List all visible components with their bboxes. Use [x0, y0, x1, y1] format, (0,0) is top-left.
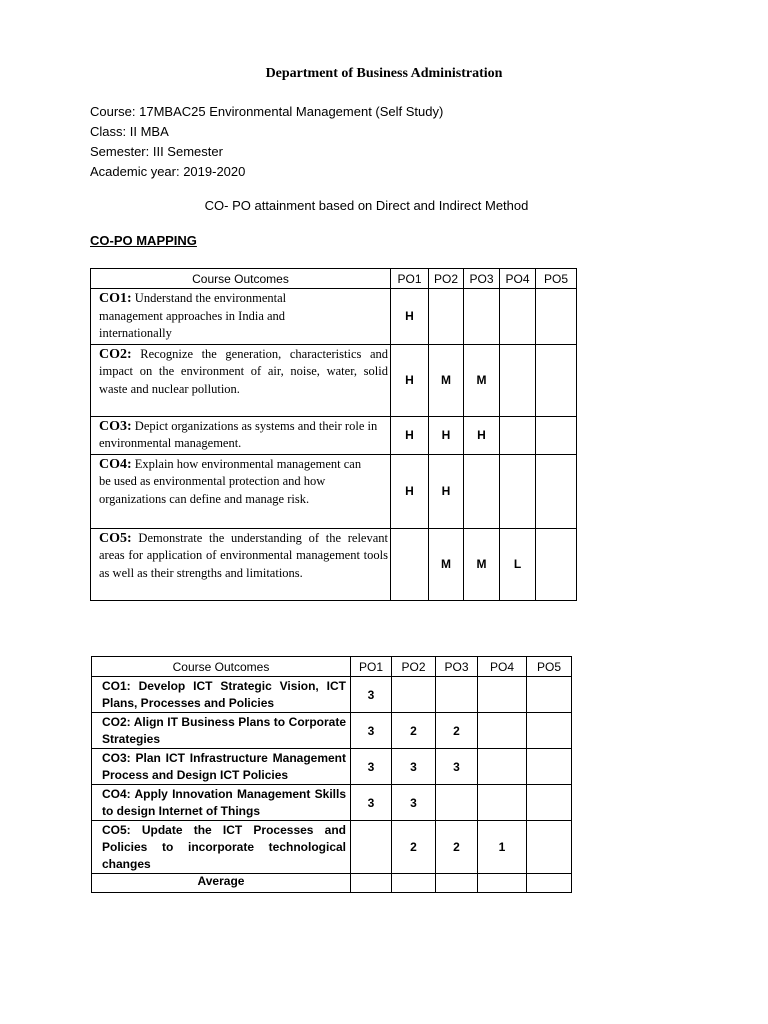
- table-row: [91, 344, 577, 416]
- column-header-po5: PO5: [536, 269, 577, 289]
- course-outcome-cell: CO4: Apply Innovation Management Skills to design Internet of Things: [92, 785, 351, 821]
- column-header-course-outcomes: Course Outcomes: [91, 269, 391, 289]
- po-cell: [536, 528, 577, 600]
- column-header-po1: PO1: [351, 657, 392, 677]
- co-label: CO3:: [99, 418, 132, 434]
- po-cell: [392, 677, 436, 713]
- co-label: CO1:: [99, 291, 132, 306]
- po-cell: M: [464, 344, 500, 416]
- course-outcome-cell: [91, 289, 391, 345]
- co-description: Demonstrate the understanding of the relevant areas for application of environmental management tools as well as their strengths and limitations.: [99, 530, 389, 580]
- po-cell: H: [391, 454, 429, 528]
- co-label: CO2:: [99, 346, 132, 362]
- column-header-po5: PO5: [527, 657, 572, 677]
- course-outcome-cell: CO2: Align IT Business Plans to Corporate Strategies: [92, 713, 351, 749]
- co-po-mapping-table: [90, 268, 577, 601]
- po-cell: [500, 454, 536, 528]
- table-row: [91, 528, 577, 600]
- co-description: Understand the environmental management approaches in India and internationally: [99, 291, 287, 340]
- po-cell: [527, 785, 572, 821]
- po-cell: 3: [392, 785, 436, 821]
- average-cell: [392, 874, 436, 893]
- po-cell: [536, 454, 577, 528]
- table-row: [92, 713, 572, 749]
- course-outcome-cell: CO5: Update the ICT Processes and Policies to incorporate technological changes: [92, 821, 351, 874]
- co-label: CO4:: [99, 456, 132, 472]
- po-cell: 3: [392, 749, 436, 785]
- po-cell: [436, 677, 478, 713]
- course-outcome-cell: [91, 416, 391, 454]
- department-title: Department of Business Administration: [265, 66, 503, 81]
- table-row: [91, 289, 577, 345]
- po-cell: [391, 528, 429, 600]
- po-cell: 2: [436, 713, 478, 749]
- table-row: [92, 821, 572, 874]
- po-cell: [536, 344, 577, 416]
- po-cell: H: [391, 416, 429, 454]
- average-row: [92, 874, 572, 893]
- column-header-po3: PO3: [464, 269, 500, 289]
- po-cell: M: [429, 528, 464, 600]
- column-header-po2: PO2: [392, 657, 436, 677]
- average-cell: [527, 874, 572, 893]
- po-cell: H: [429, 416, 464, 454]
- class-line: Class: II MBA: [90, 124, 169, 139]
- course-outcome-cell: [91, 528, 391, 600]
- po-cell: 3: [351, 749, 392, 785]
- po-cell: [500, 289, 536, 345]
- co-description: Depict organizations as systems and their role in environmental management.: [99, 418, 378, 450]
- table-row: [91, 454, 577, 528]
- academic-year-line: Academic year: 2019-2020: [90, 164, 246, 179]
- table-header-row: [91, 269, 577, 289]
- po-cell: H: [464, 416, 500, 454]
- po-cell: [464, 454, 500, 528]
- po-cell: H: [391, 344, 429, 416]
- course-outcome-cell: CO3: Plan ICT Infrastructure Management Process and Design ICT Policies: [92, 749, 351, 785]
- po-cell: H: [429, 454, 464, 528]
- po-cell: [464, 289, 500, 345]
- semester-line: Semester: III Semester: [90, 144, 223, 159]
- po-cell: 2: [392, 713, 436, 749]
- attainment-subtitle: CO- PO attainment based on Direct and Indirect Method: [204, 198, 529, 213]
- table-row: [91, 416, 577, 454]
- average-cell: [478, 874, 527, 893]
- po-cell: [436, 785, 478, 821]
- po-cell: 3: [351, 785, 392, 821]
- column-header-po4: PO4: [478, 657, 527, 677]
- average-cell: [436, 874, 478, 893]
- table-row: [92, 785, 572, 821]
- po-cell: 3: [436, 749, 478, 785]
- column-header-po3: PO3: [436, 657, 478, 677]
- table-row: [92, 749, 572, 785]
- po-cell: L: [500, 528, 536, 600]
- po-cell: [527, 749, 572, 785]
- po-cell: [536, 416, 577, 454]
- column-header-course-outcomes: Course Outcomes: [92, 657, 351, 677]
- po-cell: 1: [478, 821, 527, 874]
- co-po-attainment-table: [91, 656, 572, 893]
- co-description: Explain how environmental management can be used as environmental protection and how organizations can define and manage risk.: [99, 456, 362, 506]
- po-cell: [478, 785, 527, 821]
- po-cell: M: [429, 344, 464, 416]
- po-cell: [527, 677, 572, 713]
- po-cell: [536, 289, 577, 345]
- course-outcome-cell: [91, 344, 391, 416]
- course-line: Course: 17MBAC25 Environmental Management (Self Study): [90, 104, 444, 119]
- po-cell: 2: [436, 821, 478, 874]
- column-header-po4: PO4: [500, 269, 536, 289]
- po-cell: 2: [392, 821, 436, 874]
- co-po-mapping-heading: CO-PO MAPPING: [90, 233, 197, 248]
- po-cell: [527, 713, 572, 749]
- average-cell: [351, 874, 392, 893]
- column-header-po2: PO2: [429, 269, 464, 289]
- po-cell: [351, 821, 392, 874]
- po-cell: [478, 713, 527, 749]
- average-label: Average: [92, 874, 351, 893]
- co-description: Recognize the generation, characteristics and impact on the environment of air, noise, water, solid waste and nuclear pollution.: [99, 346, 388, 396]
- table-row: [92, 677, 572, 713]
- po-cell: 3: [351, 677, 392, 713]
- po-cell: 3: [351, 713, 392, 749]
- column-header-po1: PO1: [391, 269, 429, 289]
- co-label: CO5:: [99, 530, 132, 546]
- po-cell: [478, 749, 527, 785]
- table-header-row: [92, 657, 572, 677]
- po-cell: [500, 344, 536, 416]
- course-outcome-cell: CO1: Develop ICT Strategic Vision, ICT Plans, Processes and Policies: [92, 677, 351, 713]
- po-cell: [500, 416, 536, 454]
- po-cell: [478, 677, 527, 713]
- po-cell: [527, 821, 572, 874]
- po-cell: [429, 289, 464, 345]
- po-cell: H: [391, 289, 429, 345]
- po-cell: M: [464, 528, 500, 600]
- course-outcome-cell: [91, 454, 391, 528]
